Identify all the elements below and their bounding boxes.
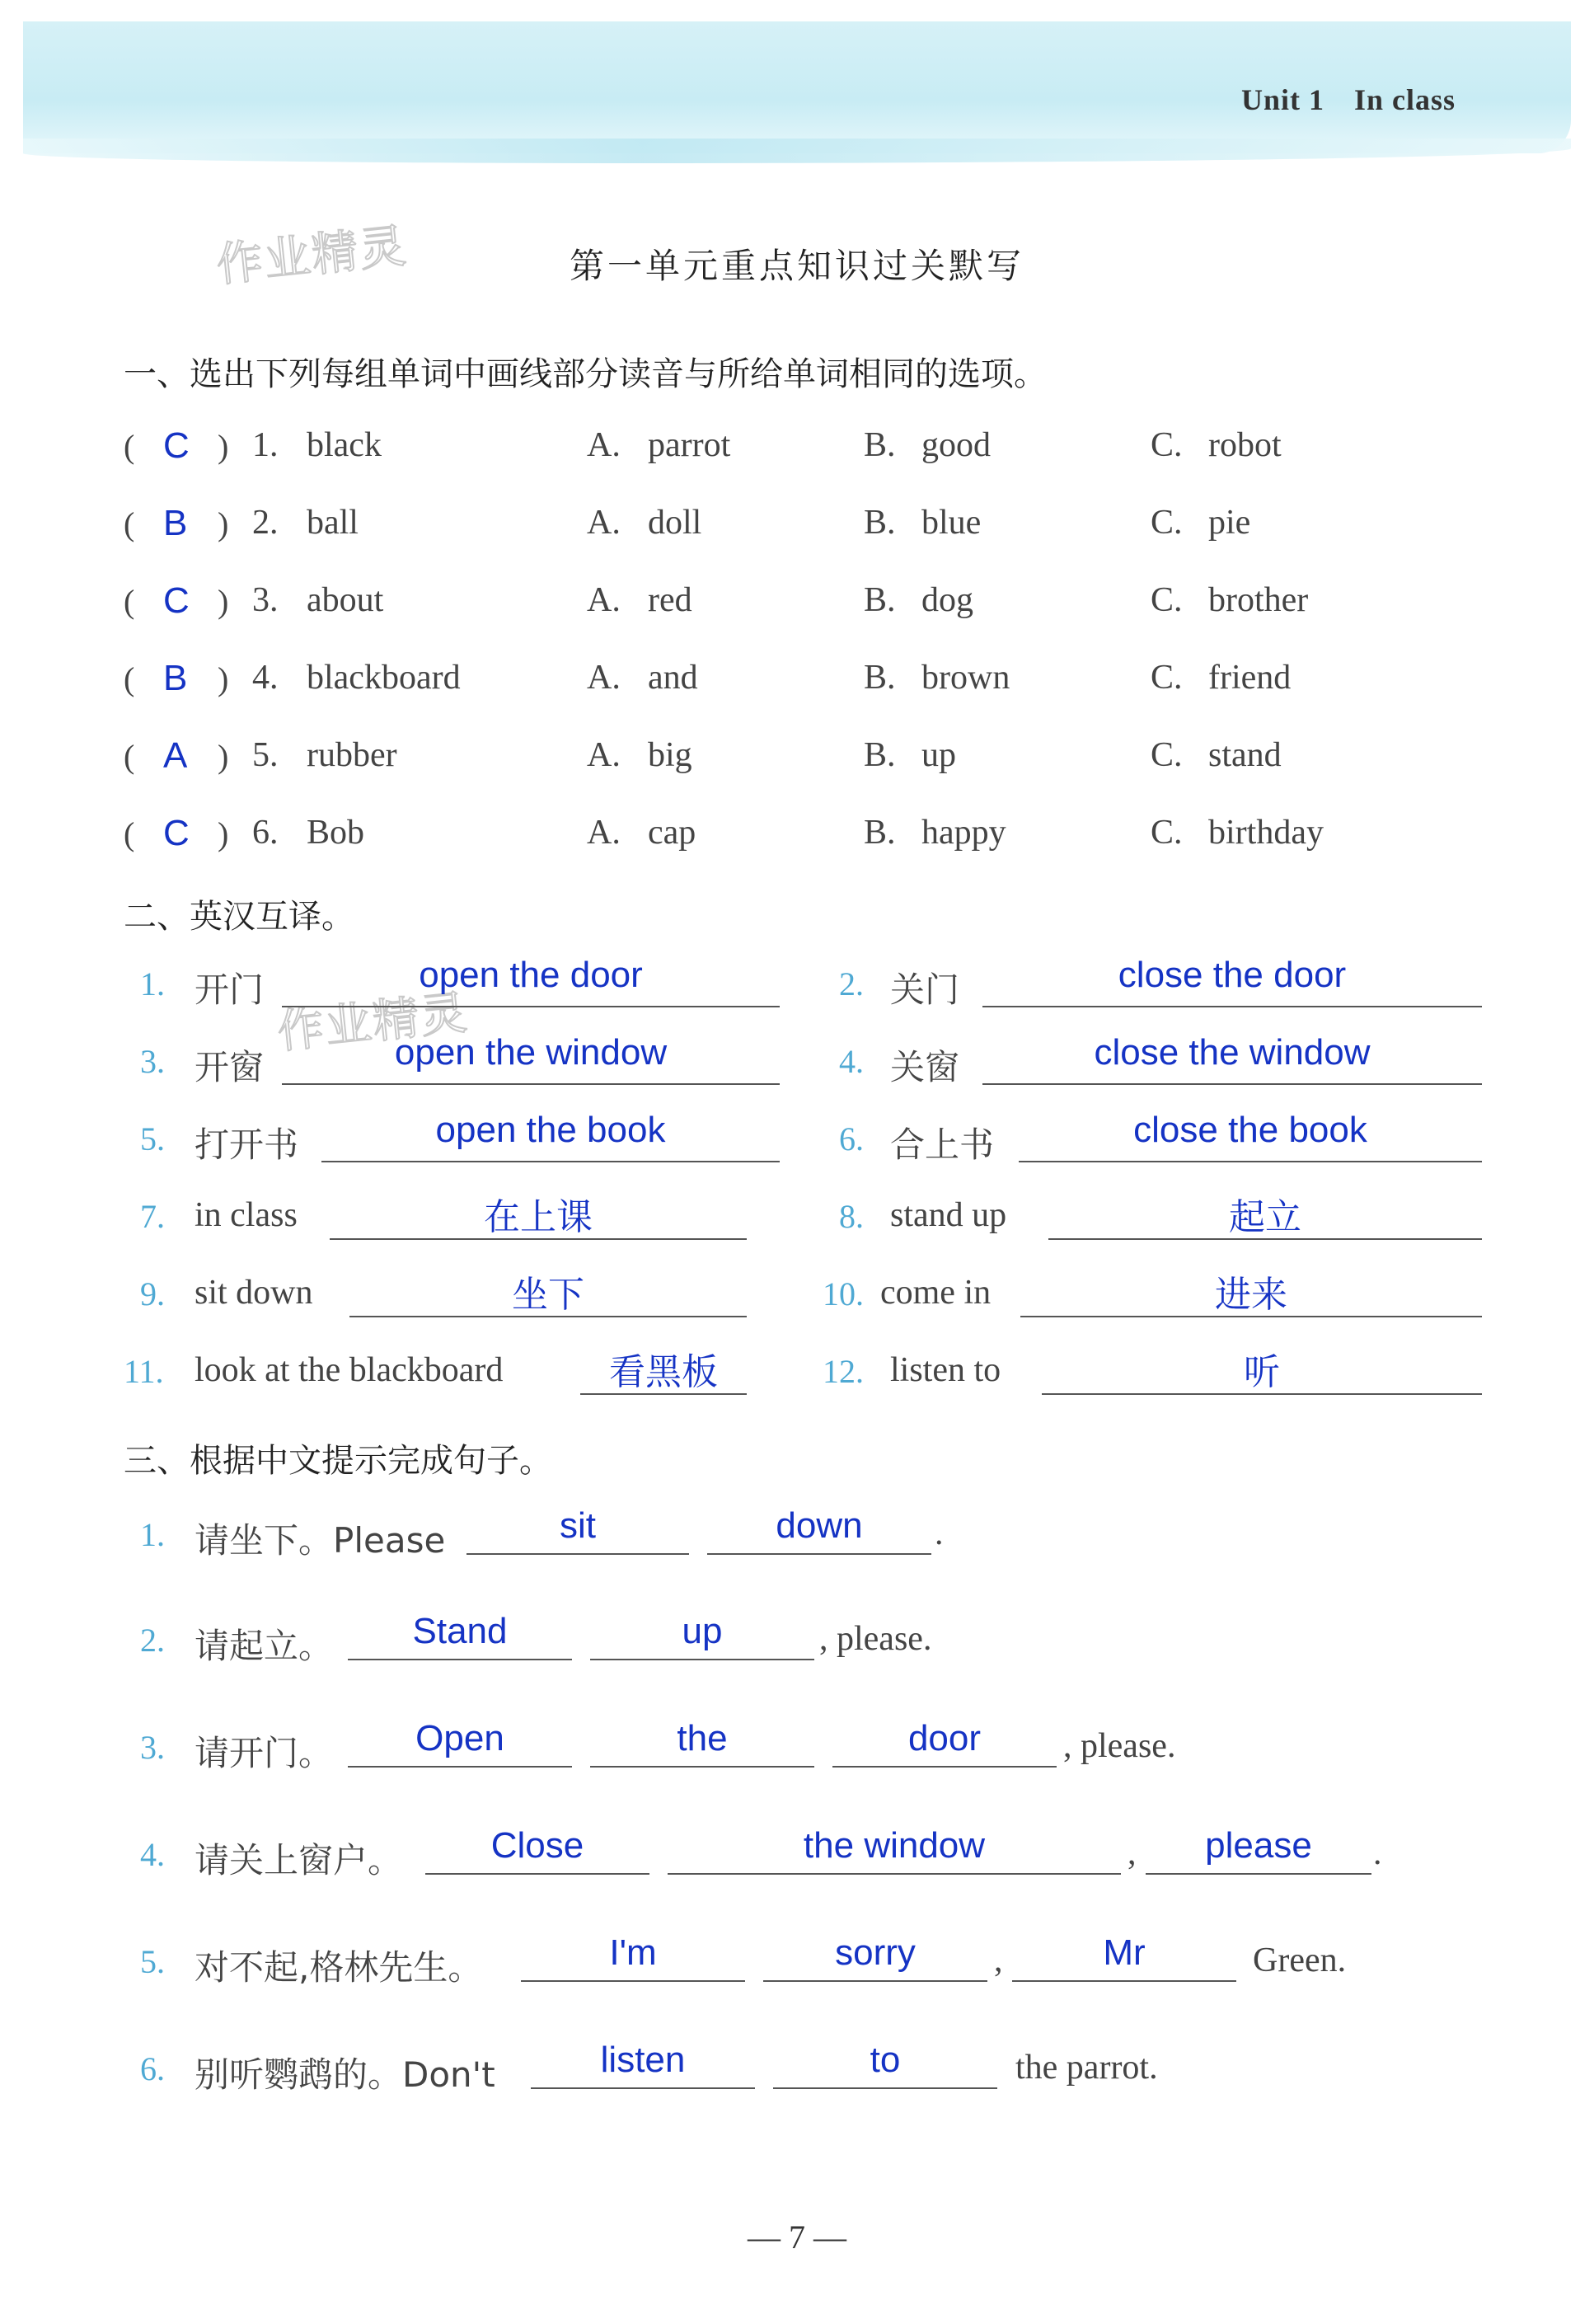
sentence-number: 5. (140, 1943, 165, 1980)
option-c-letter: C. (1151, 504, 1183, 542)
answer-line (321, 1161, 780, 1162)
answer-line (982, 1083, 1482, 1085)
option-a-letter: A. (587, 581, 621, 619)
option-b-word: up (921, 736, 956, 774)
option-a-letter: A. (587, 736, 621, 774)
answer-line (348, 1766, 572, 1768)
translate-prompt: 关门 (890, 970, 960, 1010)
answer-line (425, 1873, 649, 1875)
option-c-word: birthday (1208, 814, 1324, 852)
translate-answer: 起立 (1229, 1196, 1301, 1238)
answer-line (707, 1553, 931, 1555)
translate-prompt: in class (195, 1196, 298, 1234)
option-b-letter: B. (864, 426, 896, 464)
answer-line (282, 1083, 780, 1085)
answer-blank: Stand (412, 1611, 508, 1651)
paren-close: ) (218, 505, 229, 542)
translate-answer: 听 (1244, 1351, 1280, 1393)
answer-blank: Open (415, 1718, 504, 1758)
option-b-word: blue (921, 504, 982, 542)
section2-heading: 二、英汉互译。 (124, 898, 354, 936)
question-number: 12. (823, 1353, 864, 1390)
option-a-word: cap (648, 814, 696, 852)
option-a-letter: A. (587, 814, 621, 852)
option-b-letter: B. (864, 659, 896, 697)
option-c-letter: C. (1151, 426, 1183, 464)
section1-heading: 一、选出下列每组单词中画线部分读音与所给单词相同的选项。 (124, 355, 1047, 393)
translate-answer: open the window (394, 1032, 668, 1073)
answer-line (521, 1980, 745, 1982)
answer-blank: up (682, 1611, 723, 1651)
choice-answer: C (163, 580, 190, 621)
option-a-word: parrot (648, 426, 731, 464)
answer-blank: Mr (1103, 1932, 1146, 1973)
translate-answer: 看黑板 (609, 1351, 718, 1393)
translate-prompt: sit down (195, 1274, 313, 1312)
sentence-prompt: 请关上窗户。 (195, 1840, 403, 1880)
answer-line (773, 2087, 997, 2089)
answer-blank: down (776, 1505, 863, 1546)
translate-prompt: 关窗 (890, 1047, 960, 1087)
sentence-number: 2. (140, 1622, 165, 1659)
sentence-end: , please. (819, 1620, 932, 1658)
sentence-number: 1. (140, 1516, 165, 1553)
answer-line (982, 1006, 1482, 1007)
sentence-end: the parrot. (1015, 2049, 1158, 2087)
question-number: 3. (252, 581, 279, 619)
option-b-word: brown (921, 659, 1010, 697)
sentence-comma: , (994, 1941, 1003, 1979)
answer-blank: please (1205, 1825, 1312, 1866)
sentence-end: . (935, 1514, 944, 1552)
answer-line (763, 1980, 987, 1982)
option-c-letter: C. (1151, 581, 1183, 619)
page-title: 第一单元重点知识过关默写 (569, 246, 1024, 286)
unit-label: Unit 1 In class (1240, 83, 1456, 116)
answer-line (282, 1006, 780, 1007)
translate-prompt: 合上书 (890, 1124, 995, 1165)
paren-open: ( (124, 815, 135, 852)
question-number: 7. (140, 1198, 165, 1235)
answer-line (590, 1659, 814, 1660)
paren-close: ) (218, 583, 229, 620)
option-c-word: brother (1208, 581, 1309, 619)
translate-prompt: look at the blackboard (195, 1351, 504, 1389)
sentence-prompt: 别听鹦鹉的。Don't (195, 2054, 495, 2095)
translate-answer: open the book (435, 1110, 666, 1150)
translate-answer: 在上课 (484, 1196, 593, 1238)
translate-prompt: stand up (890, 1196, 1007, 1234)
question-number: 6. (252, 814, 279, 852)
option-b-word: dog (921, 581, 973, 619)
sentence-prompt: 对不起,格林先生。 (195, 1947, 483, 1988)
given-word: rubber (307, 736, 397, 774)
answer-line (466, 1553, 689, 1555)
option-b-letter: B. (864, 814, 896, 852)
answer-line (348, 1659, 572, 1660)
answer-blank: door (907, 1718, 982, 1758)
option-a-word: big (648, 736, 692, 774)
choice-answer: A (163, 735, 188, 776)
option-c-letter: C. (1151, 659, 1183, 697)
sentence-number: 6. (140, 2050, 165, 2087)
question-number: 2. (252, 504, 279, 542)
choice-answer: C (163, 425, 190, 466)
translate-answer: 进来 (1215, 1274, 1287, 1316)
option-c-letter: C. (1151, 814, 1183, 852)
paren-open: ( (124, 428, 135, 465)
translate-answer: close the door (1118, 955, 1347, 995)
page-number: — 7 — (748, 2218, 846, 2256)
answer-line (1146, 1873, 1371, 1875)
translate-answer: 坐下 (512, 1274, 584, 1316)
option-a-word: red (648, 581, 692, 619)
paren-open: ( (124, 738, 135, 775)
answer-line (1019, 1161, 1482, 1162)
section3-heading: 三、根据中文提示完成句子。 (124, 1442, 552, 1480)
question-number: 1. (140, 965, 165, 1002)
answer-line (668, 1873, 1121, 1875)
answer-blank: the window (803, 1825, 986, 1866)
option-a-letter: A. (587, 659, 621, 697)
answer-line (832, 1766, 1057, 1768)
option-a-letter: A. (587, 426, 621, 464)
translate-prompt: listen to (890, 1351, 1001, 1389)
question-number: 5. (140, 1120, 165, 1157)
translate-answer: close the book (1133, 1110, 1367, 1150)
paren-close: ) (218, 815, 229, 852)
translate-prompt: 开门 (195, 970, 265, 1010)
paren-close: ) (218, 660, 229, 697)
question-number: 10. (823, 1275, 864, 1312)
translate-answer: open the door (419, 955, 643, 995)
question-number: 8. (839, 1198, 864, 1235)
header-wave (23, 139, 1571, 163)
option-a-word: and (648, 659, 698, 697)
watermark-logo: 作业精灵 (274, 986, 471, 1059)
question-number: 4. (839, 1043, 864, 1080)
option-c-word: stand (1208, 736, 1282, 774)
option-c-word: pie (1208, 504, 1251, 542)
paren-open: ( (124, 660, 135, 697)
option-b-letter: B. (864, 581, 896, 619)
choice-answer: C (163, 813, 190, 853)
question-number: 1. (252, 426, 279, 464)
question-number: 4. (252, 659, 279, 697)
given-word: black (307, 426, 382, 464)
sentence-number: 3. (140, 1729, 165, 1766)
option-b-letter: B. (864, 736, 896, 774)
given-word: ball (307, 504, 359, 542)
option-b-word: good (921, 426, 991, 464)
translate-prompt: 开窗 (195, 1047, 265, 1087)
paren-open: ( (124, 505, 135, 542)
answer-line (531, 2087, 755, 2089)
option-a-letter: A. (587, 504, 621, 542)
given-word: about (307, 581, 384, 619)
sentence-end: . (1373, 1834, 1382, 1872)
question-number: 9. (140, 1275, 165, 1312)
answer-blank: listen (600, 2040, 686, 2080)
sentence-end: , please. (1063, 1727, 1176, 1765)
answer-blank: sorry (835, 1932, 916, 1973)
sentence-number: 4. (140, 1836, 165, 1873)
question-number: 3. (140, 1043, 165, 1080)
option-b-word: happy (921, 814, 1006, 852)
question-number: 11. (124, 1353, 164, 1390)
paren-close: ) (218, 738, 229, 775)
choice-answer: B (163, 503, 188, 543)
paren-close: ) (218, 428, 229, 465)
answer-blank: to (870, 2040, 901, 2080)
question-number: 2. (839, 965, 864, 1002)
answer-blank: Close (490, 1825, 584, 1866)
option-c-word: friend (1208, 659, 1292, 697)
translate-answer: close the window (1094, 1032, 1371, 1073)
option-b-letter: B. (864, 504, 896, 542)
question-number: 5. (252, 736, 279, 774)
sentence-end: Green. (1253, 1941, 1347, 1979)
sentence-prompt: 请开门。 (195, 1733, 334, 1773)
translate-prompt: come in (880, 1274, 992, 1312)
sentence-comma: , (1128, 1834, 1137, 1872)
sentence-prompt: 请起立。 (195, 1626, 334, 1666)
option-c-letter: C. (1151, 736, 1183, 774)
answer-blank: I'm (609, 1932, 657, 1973)
paren-open: ( (124, 583, 135, 620)
sentence-prompt: 请坐下。Please (195, 1520, 446, 1561)
option-c-word: robot (1208, 426, 1282, 464)
given-word: blackboard (307, 659, 461, 697)
watermark-logo: 作业精灵 (213, 219, 410, 293)
answer-blank: sit (560, 1505, 596, 1546)
answer-line (1012, 1980, 1236, 1982)
choice-answer: B (163, 658, 188, 698)
question-number: 6. (839, 1120, 864, 1157)
answer-line (590, 1766, 814, 1768)
option-a-word: doll (648, 504, 702, 542)
answer-blank: the (677, 1718, 728, 1758)
given-word: Bob (307, 814, 365, 852)
translate-prompt: 打开书 (195, 1124, 299, 1165)
